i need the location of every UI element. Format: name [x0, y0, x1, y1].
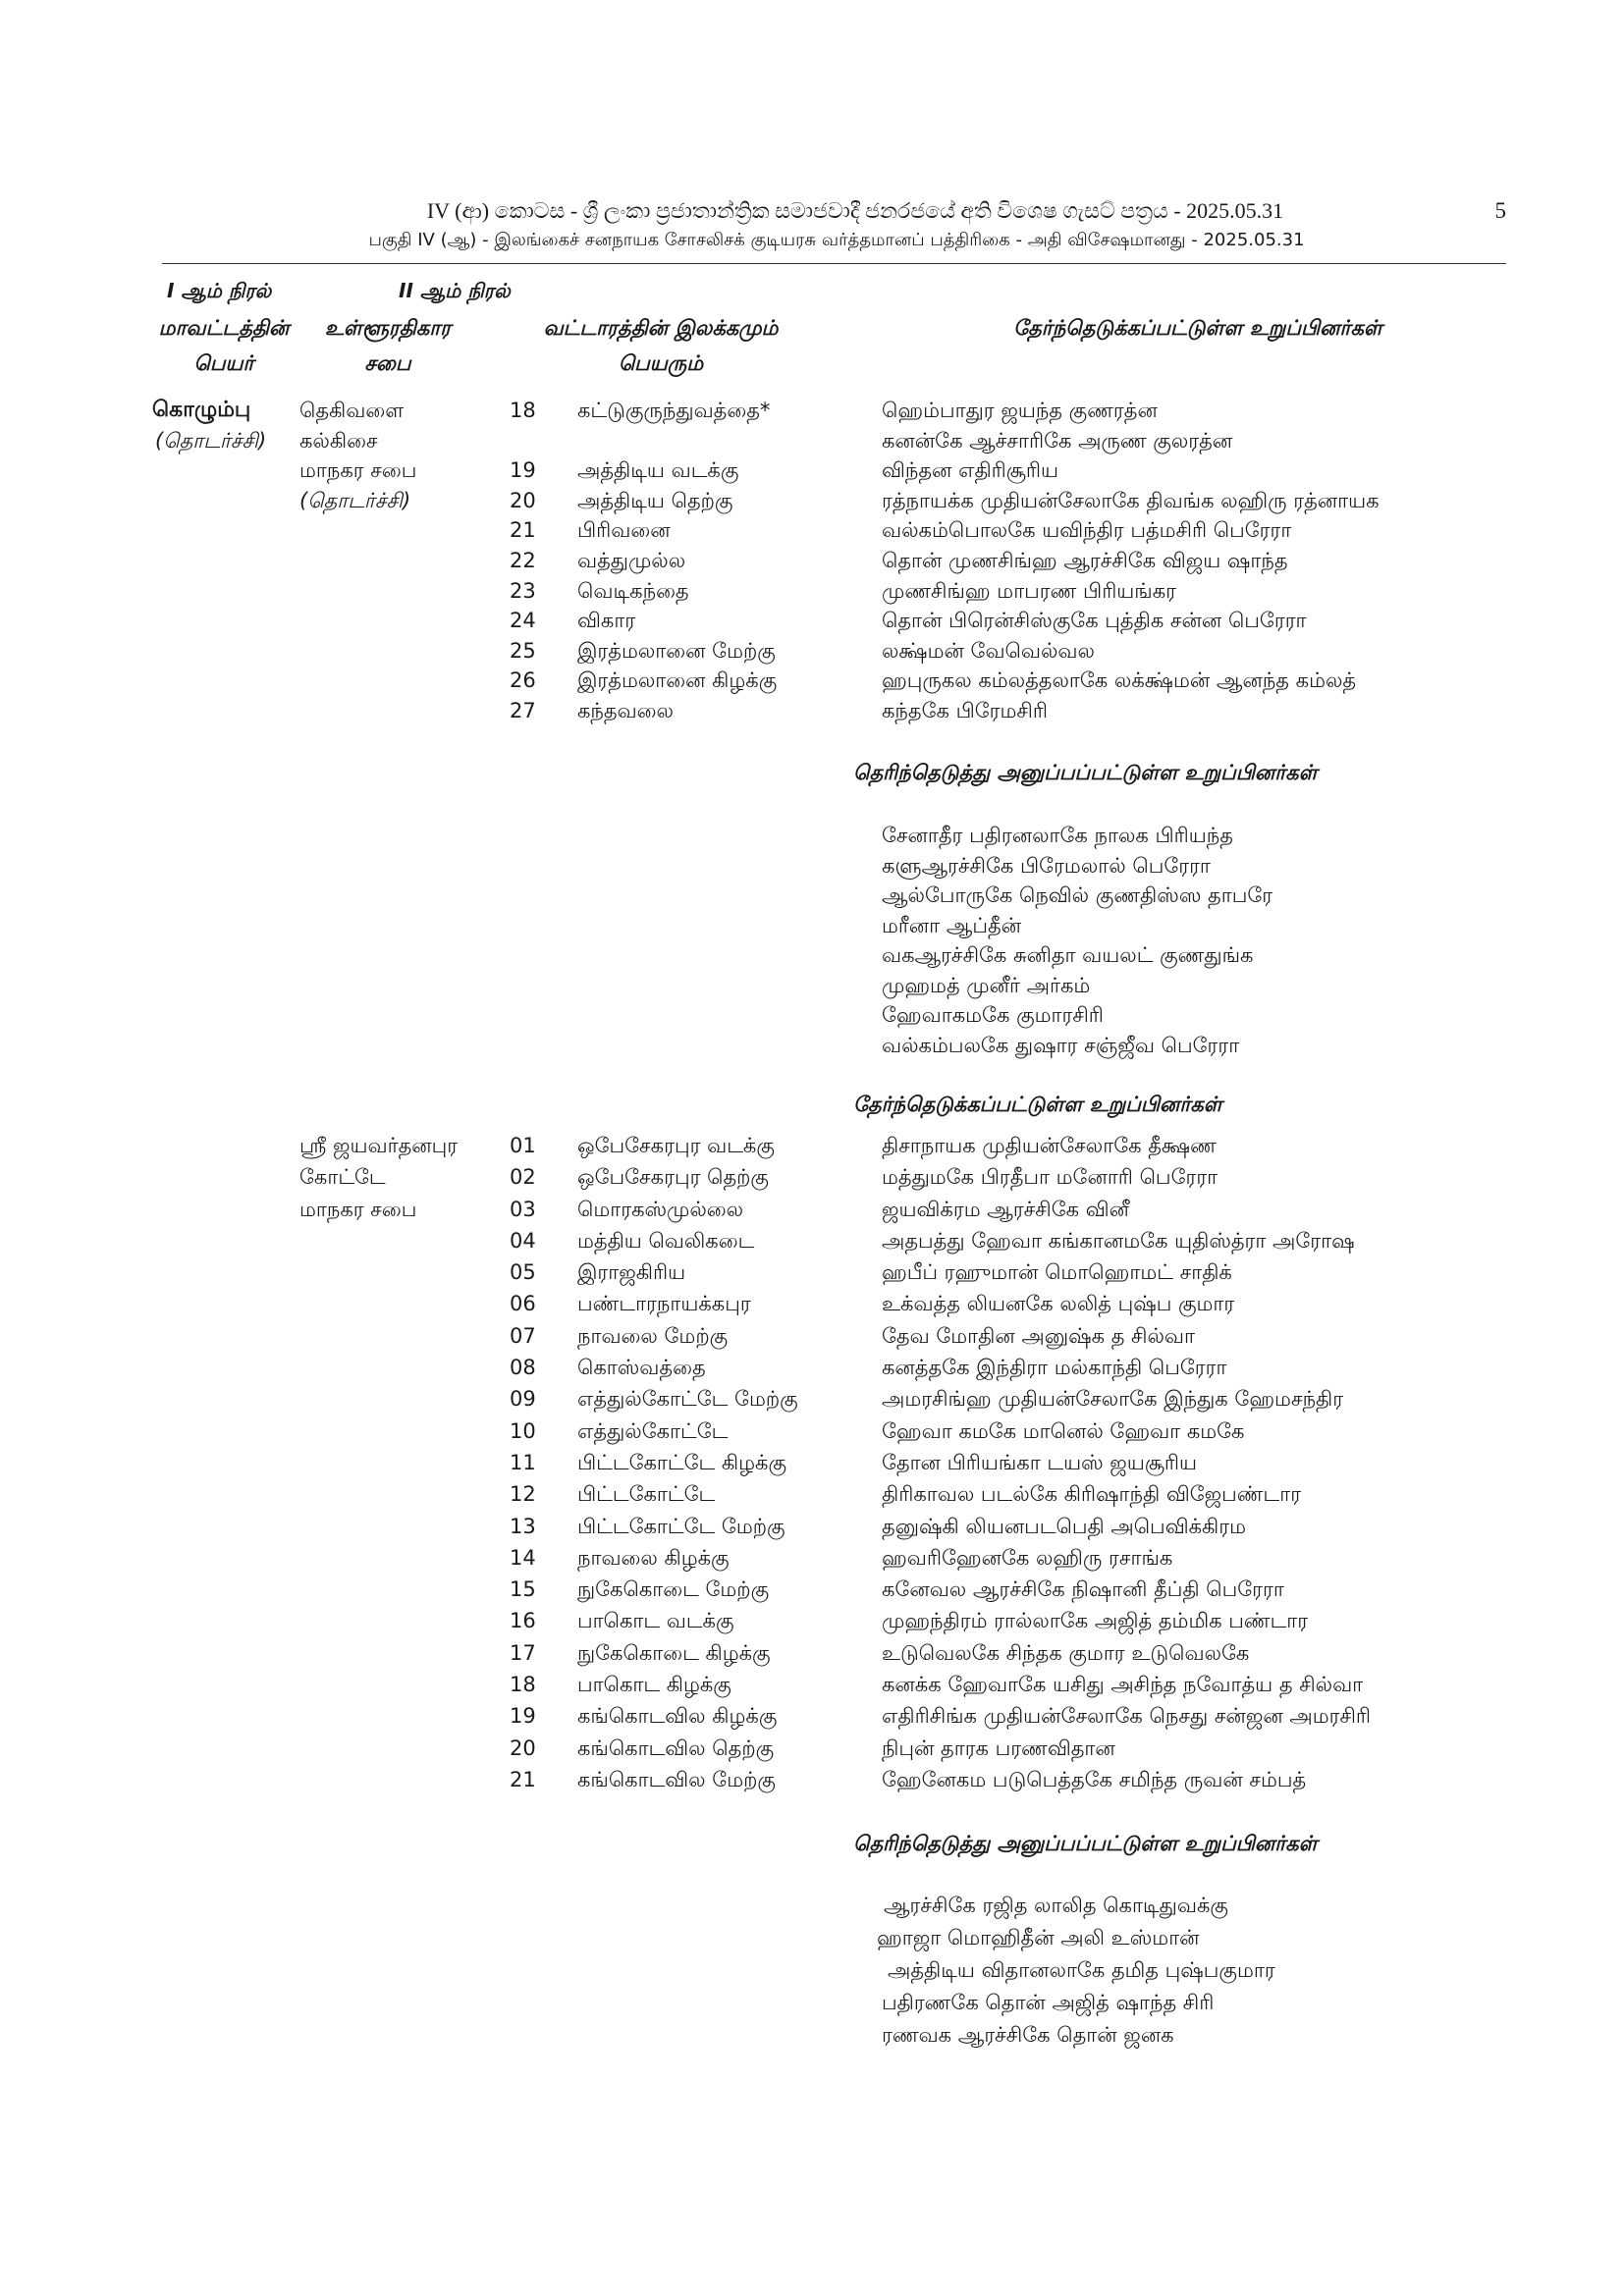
head-authority: உள்ளூரதிகார	[324, 316, 452, 340]
header-divider	[162, 263, 1506, 264]
ward-name: பிட்டகோட்டே கிழக்கு	[577, 1450, 786, 1474]
ward-number: 03	[510, 1197, 536, 1221]
ward-name: இராஜகிரிய	[577, 1260, 686, 1285]
member-name: ஜயவிக்ரம ஆரச்சிகே வினீ	[882, 1197, 1130, 1221]
nominated-list	[882, 821, 1272, 1060]
page-number: 5	[1494, 198, 1506, 223]
nominated-member: வல்கம்பலகே துஷார சஞ்ஜீவ பெரேரா	[882, 1033, 1240, 1057]
ward-name: அத்திடிய வடக்கு	[577, 458, 739, 483]
member-name: கனக்க ஹேவாகே யசிது அசிந்த நவோத்ய த சில்வா	[882, 1673, 1364, 1697]
member-name: அமரசிங்ஹ முதியன்சேலாகே இந்துக ஹேமசந்திர	[882, 1387, 1344, 1412]
member-name: திசாநாயக முதியன்சேலாகே தீக்ஷண	[882, 1134, 1217, 1157]
ward-number: 04	[510, 1228, 536, 1253]
member-name: எதிரிசிங்க முதியன்சேலாகே நெசது சன்ஜன அமரசிரி	[882, 1704, 1372, 1729]
ward-row	[0, 1256, 1624, 1288]
nominated-member: அத்திடிய விதானலாகே தமித புஷ்பகுமார	[888, 1958, 1275, 1982]
ward-number: 17	[510, 1640, 536, 1665]
ward-row	[0, 515, 1624, 546]
head-ward: வட்டாரத்தின் இலக்கமும்	[543, 316, 779, 340]
ward-row	[0, 1637, 1624, 1669]
ward-name: வெடிகந்தை	[577, 578, 689, 603]
ward-number: 26	[510, 668, 536, 693]
ward-table	[0, 1130, 1624, 1795]
head-members: தேர்ந்தெடுக்கப்பட்டுள்ள உறுப்பினர்கள்	[1013, 316, 1382, 340]
ward-number: 21	[510, 518, 536, 543]
column-label-ii: II ஆம் நிரல்	[399, 279, 511, 302]
ward-number: 12	[510, 1482, 536, 1507]
ward-number: 05	[510, 1260, 536, 1285]
nominated-member: மரீனா ஆப்தீன்	[882, 913, 1021, 937]
member-name: லக்ஷ்மன் வேவெல்வல	[882, 638, 1095, 663]
member-name: ஹேனேகம படுபெத்தகே சமிந்த ருவன் சம்பத்	[882, 1767, 1307, 1791]
authority-name-line: மாநகர சபை	[299, 1197, 417, 1221]
ward-row	[0, 455, 1624, 486]
member-name: கனேவல ஆரச்சிகே நிஷானி தீப்தி பெரேரா	[882, 1577, 1284, 1602]
ward-name: கங்கொடவில கிழக்கு	[577, 1704, 778, 1729]
ward-name: பண்டாரநாயக்கபுர	[577, 1292, 751, 1316]
ward-number: 10	[510, 1418, 536, 1443]
ward-number: 09	[510, 1387, 536, 1412]
ward-number: 06	[510, 1292, 536, 1316]
member-name: கனத்தகே இந்திரா மல்காந்தி பெரேரா	[882, 1356, 1227, 1380]
authority-name-line: கோட்டே	[299, 1165, 386, 1190]
ward-name: எத்துல்கோட்டே	[577, 1418, 729, 1443]
member-name: தோன பிரியங்கா டயஸ் ஜயசூரிய	[882, 1450, 1198, 1474]
member-name: ஹேவா கமகே மானெல் ஹேவா கமகே	[882, 1418, 1245, 1443]
member-name: உடுவெலகே சிந்தக குமார உடுவெலகே	[882, 1640, 1250, 1665]
nominated-member: பதிரணகே தொன் அஜித் ஷாந்த சிரி	[882, 1991, 1215, 2014]
ward-number: 19	[510, 1704, 536, 1729]
ward-name: வத்துமுல்ல	[577, 548, 686, 572]
ward-number: 21	[510, 1767, 536, 1791]
authority-name-line: கல்கிசை	[299, 428, 378, 453]
ward-row	[0, 666, 1624, 696]
ward-table	[0, 396, 1624, 726]
ward-number: 18	[510, 1673, 536, 1697]
ward-row	[0, 1700, 1624, 1732]
ward-name: ஒபேசேகரபுர வடக்கு	[577, 1134, 775, 1157]
ward-number: 13	[510, 1514, 536, 1538]
ward-number: 23	[510, 578, 536, 603]
nominated-member: ரணவக ஆரச்சிகே தொன் ஜனக	[882, 2023, 1174, 2047]
member-name: வல்கம்பொலகே யவிந்திர பத்மசிரி பெரேரா	[882, 518, 1292, 543]
authority-continued: (தொடர்ச்சி)	[299, 488, 411, 512]
member-name: அதபத்து ஹேவா கங்கானமகே யுதிஸ்த்ரா அரோஷ	[882, 1228, 1355, 1253]
ward-row	[0, 606, 1624, 636]
ward-number: 19	[510, 458, 536, 483]
member-name: கனன்கே ஆச்சாரிகே அருண குலரத்ன	[882, 428, 1233, 453]
ward-name: கந்தவலை	[577, 698, 674, 722]
ward-name: அத்திடிய தெற்கு	[577, 488, 733, 512]
ward-number: 25	[510, 638, 536, 663]
ward-name: கொஸ்வத்தை	[577, 1356, 706, 1380]
ward-number: 24	[510, 609, 536, 633]
nominated-member: களுஆரச்சிகே பிரேமலால் பெரேரா	[882, 853, 1211, 878]
ward-row	[0, 1415, 1624, 1447]
ward-name: பிட்டகோட்டே	[577, 1482, 716, 1507]
ward-name: ஒபேசேகரபுர தெற்கு	[577, 1165, 769, 1190]
ward-name: கட்டுகுருந்துவத்தை*	[577, 399, 771, 422]
member-name: தொன் முணசிங்ஹ ஆரச்சிகே விஜய ஷாந்த	[882, 548, 1288, 572]
member-name: மத்துமகே பிரதீபா மனோரி பெரேரா	[882, 1165, 1218, 1190]
member-name: ஹெம்பாதுர ஜயந்த குணரத்ன	[882, 399, 1158, 422]
authority-name-line: ஸ்ரீ ஜயவர்தனபுர	[299, 1134, 459, 1157]
ward-name: இரத்மலானை மேற்கு	[577, 638, 776, 663]
ward-name: மொரகஸ்முல்லை	[577, 1197, 744, 1221]
ward-name: பாகொட கிழக்கு	[577, 1673, 731, 1697]
ward-number: 08	[510, 1356, 536, 1380]
ward-number: 14	[510, 1545, 536, 1570]
member-name: முஹந்திரம் ரால்லாகே அஜித் தம்மிக பண்டார	[882, 1609, 1309, 1633]
ward-row	[0, 1669, 1624, 1700]
ward-number: 01	[510, 1134, 536, 1157]
member-name: நிபுன் தாரக பரணவிதான	[882, 1735, 1115, 1760]
member-name: கந்தகே பிரேமசிரி	[882, 698, 1048, 722]
ward-row	[0, 696, 1624, 726]
member-name: உக்வத்த லியனகே லலித் புஷ்ப குமார	[882, 1292, 1235, 1316]
ward-name: நுகேகொடை கிழக்கு	[577, 1640, 771, 1665]
ward-row	[0, 576, 1624, 607]
ward-row	[0, 1447, 1624, 1478]
ward-row	[0, 1194, 1624, 1225]
ward-row	[0, 1383, 1624, 1415]
ward-row	[0, 1352, 1624, 1383]
ward-row	[0, 1542, 1624, 1574]
ward-row	[0, 1130, 1624, 1161]
head-authority-2: சபை	[364, 351, 411, 375]
ward-row	[0, 426, 1624, 456]
ward-name: நாவலை கிழக்கு	[577, 1545, 730, 1570]
ward-number: 20	[510, 1735, 536, 1760]
member-name: திரிகாவல படல்கே கிரிஷாந்தி விஜேபண்டார	[882, 1482, 1302, 1507]
member-name: விந்தன எதிரிசூரிய	[882, 458, 1059, 483]
member-name: தொன் பிரென்சிஸ்குகே புத்திக சன்ன பெரேரா	[882, 609, 1307, 633]
head-ward-2: பெயரும்	[618, 351, 704, 375]
nominated-member: ஹேவாகமகே குமாரசிரி	[882, 1003, 1104, 1027]
district-continued: (தொடர்ச்சி)	[155, 428, 267, 453]
head-district: மாவட்டத்தின்	[158, 316, 290, 340]
ward-row	[0, 546, 1624, 576]
nominated-member: வகஆரச்சிகே சுனிதா வயலட் குணதுங்க	[882, 943, 1254, 967]
section-heading-nominated: தெரிந்தெடுத்து அனுப்பப்பட்டுள்ள உறுப்பினர்கள்	[853, 761, 1318, 784]
member-name: முணசிங்ஹ மாபரண பிரியங்கர	[882, 578, 1176, 603]
header-tamil-line: பகுதி IV (ஆ) - இலங்கைச் சனநாயக சோசலிசக் குடியரசு வர்த்தமானப் பத்திரிகை - அதி விசேஷமானது - 2025.05.31	[368, 230, 1305, 250]
ward-name: பாகொட வடக்கு	[577, 1609, 734, 1633]
ward-row	[0, 486, 1624, 516]
member-name: தனுஷ்கி லியனபடபெதி அபெவிக்கிரம	[882, 1514, 1246, 1538]
ward-number: 11	[510, 1450, 536, 1474]
district-name: கொழும்பு	[152, 398, 251, 422]
nominated-member: ஹாஜா மொஹிதீன் அலி உஸ்மான்	[877, 1926, 1200, 1949]
ward-row	[0, 1574, 1624, 1605]
ward-row	[0, 1733, 1624, 1764]
ward-row	[0, 1320, 1624, 1352]
authority-name-line: மாநகர சபை	[299, 458, 417, 483]
ward-name: மத்திய வெலிகடை	[577, 1228, 755, 1253]
member-name: ரத்நாயக்க முதியன்சேலாகே திவங்க லஹிரு ரத்னாயக	[882, 488, 1380, 512]
authority-name-line: தெகிவளை	[299, 399, 405, 422]
ward-name: கங்கொடவில மேற்கு	[577, 1767, 776, 1791]
head-district-2: பெயர்	[193, 351, 254, 375]
ward-number: 27	[510, 698, 536, 722]
member-name: ஹவரிஹேனகே லஹிரு ரசாங்க	[882, 1545, 1173, 1570]
ward-row	[0, 1288, 1624, 1319]
ward-name: நாவலை மேற்கு	[577, 1323, 729, 1348]
ward-number: 15	[510, 1577, 536, 1602]
ward-row	[0, 1511, 1624, 1542]
nominated-member: ஆல்போருகே நெவில் குணதிஸ்ஸ தாபரே	[882, 883, 1273, 907]
nominated-member: முஹமத் முனீர் அர்கம்	[882, 973, 1091, 997]
ward-row	[0, 1161, 1624, 1193]
nominated-member: சேனாதீர பதிரனலாகே நாலக பிரியந்த	[882, 824, 1233, 847]
ward-name: விகார	[577, 609, 636, 633]
ward-number: 22	[510, 548, 536, 572]
ward-row	[0, 1605, 1624, 1636]
ward-number: 18	[510, 399, 536, 422]
ward-number: 20	[510, 488, 536, 512]
ward-row	[0, 1764, 1624, 1795]
ward-name: கங்கொடவில தெற்கு	[577, 1735, 775, 1760]
section-heading-elected: தேர்ந்தெடுக்கப்பட்டுள்ள உறுப்பினர்கள்	[853, 1093, 1222, 1116]
nominated-member: ஆரச்சிகே ரஜித லாலித கொடிதுவக்கு	[884, 1894, 1228, 1917]
section-heading-nominated: தெரிந்தெடுத்து அனுப்பப்பட்டுள்ள உறுப்பினர்கள்	[853, 1832, 1318, 1855]
ward-name: பிட்டகோட்டே மேற்கு	[577, 1514, 785, 1538]
header-sinhala-line: IV (ආ) කොටස - ශ්‍රී ලංකා ප්‍රජාතාන්ත්‍රික සමාජවාදී ජනරජයේ අති විශෙෂ ගැසට් පත්‍රය - 2025.05.31	[426, 198, 1284, 223]
column-label-i: I ஆம் நிரல்	[167, 279, 272, 302]
ward-name: பிரிவனை	[577, 518, 671, 543]
ward-row	[0, 636, 1624, 667]
ward-name: நுகேகொடை மேற்கு	[577, 1577, 770, 1602]
ward-number: 16	[510, 1609, 536, 1633]
member-name: ஹபுருகல கம்லத்தலாகே லக்க்ஷ்மன் ஆனந்த கம்லத்	[882, 668, 1357, 693]
member-name: தேவ மோதின அனுஷ்க த சில்வா	[882, 1323, 1195, 1348]
ward-row	[0, 396, 1624, 426]
ward-name: எத்துல்கோட்டே மேற்கு	[577, 1387, 798, 1412]
nominated-list	[877, 1890, 1275, 2052]
ward-name: இரத்மலானை கிழக்கு	[577, 668, 778, 693]
ward-row	[0, 1225, 1624, 1256]
ward-number: 02	[510, 1165, 536, 1190]
member-name: ஹபீப் ரஹுமான் மொஹொமட் சாதிக்	[882, 1260, 1232, 1285]
ward-number: 07	[510, 1323, 536, 1348]
ward-row	[0, 1478, 1624, 1510]
